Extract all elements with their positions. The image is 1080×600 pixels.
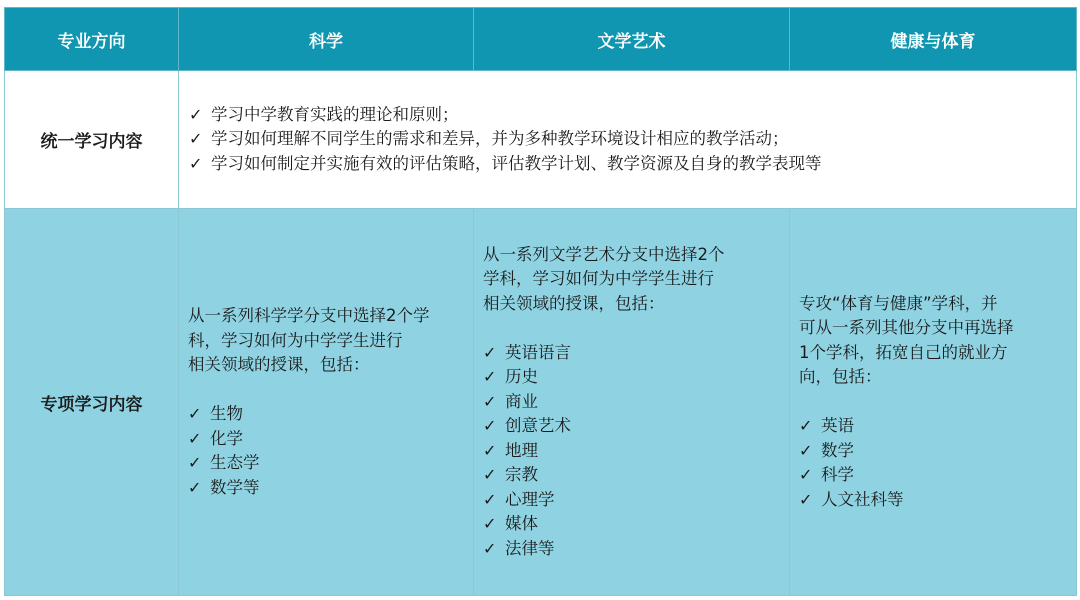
health-pe-content-cell xyxy=(790,209,1077,596)
literature-arts-item-text: 宗教 xyxy=(505,465,538,485)
list-item xyxy=(483,439,783,464)
literature-arts-item-text: 英语语言 xyxy=(505,342,571,362)
header-direction: 专业方向 xyxy=(5,8,179,71)
literature-arts-content-cell xyxy=(474,209,790,596)
check-mark-icon: ✓ xyxy=(483,514,497,534)
health-pe-item-text: 英语 xyxy=(821,416,854,436)
check-mark-icon: ✓ xyxy=(483,489,497,509)
check-mark-icon: ✓ xyxy=(189,129,203,149)
check-mark-icon: ✓ xyxy=(188,477,202,497)
science-item-text: 数学等 xyxy=(210,477,260,497)
science-intro-line: 相关领域的授课，包括： xyxy=(188,355,370,374)
curriculum-table-container xyxy=(4,7,1076,595)
list-item xyxy=(189,127,1070,152)
check-mark-icon: ✓ xyxy=(483,391,497,411)
list-item xyxy=(189,152,1070,177)
spacer xyxy=(483,316,783,341)
check-mark-icon: ✓ xyxy=(189,153,203,173)
literature-arts-item-text: 法律等 xyxy=(505,538,555,558)
list-item xyxy=(483,512,783,537)
list-item xyxy=(188,427,467,452)
check-mark-icon: ✓ xyxy=(799,440,813,460)
check-mark-icon: ✓ xyxy=(799,416,813,436)
check-mark-icon: ✓ xyxy=(189,104,203,124)
row-label-specialized: 专项学习内容 xyxy=(5,209,179,596)
science-intro-line: 科，学习如何为中学学生进行 xyxy=(188,330,403,350)
header-science: 科学 xyxy=(179,8,474,71)
table-row-specialized xyxy=(5,209,1077,596)
curriculum-table xyxy=(4,7,1077,596)
unified-item-text: 学习如何理解不同学生的需求和差异，并为多种教学环境设计相应的教学活动； xyxy=(211,129,789,149)
science-content-cell xyxy=(179,209,474,596)
health-pe-item-text: 数学 xyxy=(821,440,854,460)
check-mark-icon: ✓ xyxy=(483,538,497,558)
list-item xyxy=(799,414,1070,439)
list-item xyxy=(483,341,783,366)
unified-item-text: 学习如何制定并实施有效的评估策略，评估教学计划、教学资源及自身的教学表现等 xyxy=(211,153,822,173)
spacer xyxy=(799,390,1070,415)
check-mark-icon: ✓ xyxy=(188,404,202,423)
health-pe-intro-line: 专攻“体育与健康”学科，并 xyxy=(799,293,998,313)
list-item xyxy=(188,402,467,427)
list-item xyxy=(483,414,783,439)
science-item-text: 化学 xyxy=(210,428,243,448)
literature-arts-item-text: 商业 xyxy=(505,391,538,411)
health-pe-intro-line: 1个学科，拓宽自己的就业方 xyxy=(799,342,1008,362)
list-item xyxy=(188,476,467,501)
check-mark-icon: ✓ xyxy=(483,440,497,460)
check-mark-icon: ✓ xyxy=(799,465,813,485)
literature-arts-item-text: 心理学 xyxy=(505,489,555,509)
unified-content-cell xyxy=(179,71,1077,209)
list-item xyxy=(188,451,467,476)
list-item xyxy=(483,365,783,390)
literature-arts-item-text: 地理 xyxy=(505,440,538,460)
literature-arts-intro-line: 学科，学习如何为中学学生进行 xyxy=(483,269,714,289)
check-mark-icon: ✓ xyxy=(483,367,497,387)
check-mark-icon: ✓ xyxy=(483,465,497,485)
health-pe-intro-line: 可从一系列其他分支中再选择 xyxy=(799,318,1014,338)
check-mark-icon: ✓ xyxy=(799,489,813,509)
table-header-row xyxy=(5,8,1077,71)
list-item xyxy=(483,488,783,513)
table-row-unified xyxy=(5,71,1077,209)
literature-arts-item-text: 历史 xyxy=(505,367,538,387)
header-health-pe: 健康与体育 xyxy=(790,8,1077,71)
spacer xyxy=(188,378,467,403)
health-pe-intro-line: 向，包括： xyxy=(799,367,882,387)
check-mark-icon: ✓ xyxy=(188,428,202,448)
header-literature-arts: 文学艺术 xyxy=(474,8,790,71)
list-item xyxy=(483,537,783,562)
list-item xyxy=(189,103,1070,128)
health-pe-item-text: 科学 xyxy=(821,465,854,485)
list-item xyxy=(799,463,1070,488)
science-intro-line: 从一系列科学学分支中选择2个学 xyxy=(188,306,430,325)
list-item xyxy=(483,390,783,415)
row-label-unified: 统一学习内容 xyxy=(5,71,179,209)
literature-arts-item-text: 媒体 xyxy=(505,514,538,534)
health-pe-item-text: 人文社科等 xyxy=(821,489,904,509)
list-item xyxy=(799,488,1070,513)
check-mark-icon: ✓ xyxy=(188,453,202,472)
list-item xyxy=(483,463,783,488)
literature-arts-intro-line: 相关领域的授课，包括： xyxy=(483,293,665,313)
unified-item-text: 学习中学教育实践的理论和原则； xyxy=(211,104,459,124)
literature-arts-intro-line: 从一系列文学艺术分支中选择2个 xyxy=(483,244,725,264)
literature-arts-item-text: 创意艺术 xyxy=(505,416,571,436)
science-item-text: 生态学 xyxy=(210,453,260,472)
list-item xyxy=(799,439,1070,464)
science-item-text: 生物 xyxy=(210,404,243,423)
check-mark-icon: ✓ xyxy=(483,342,497,362)
check-mark-icon: ✓ xyxy=(483,416,497,436)
